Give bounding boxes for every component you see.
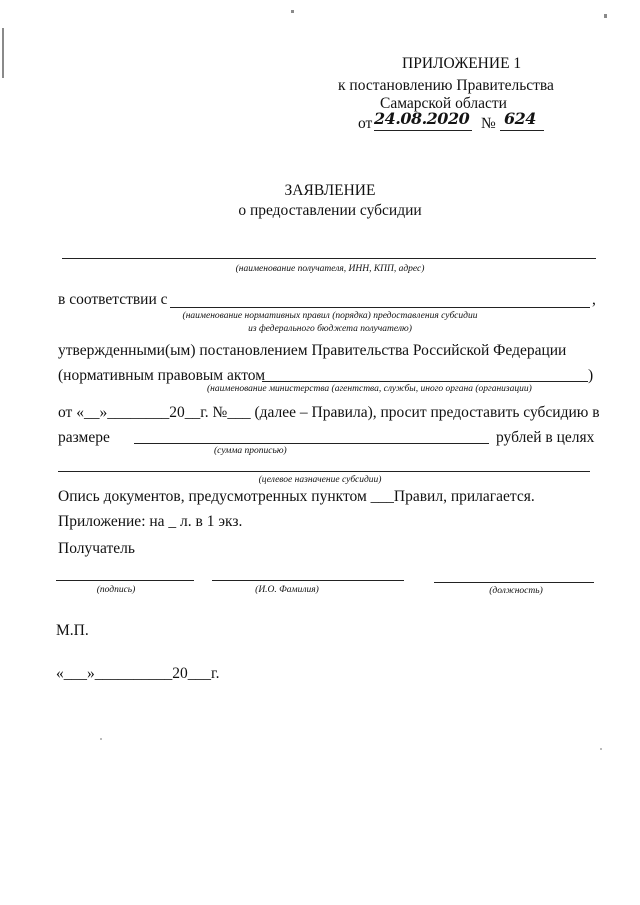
appendix-date-underline — [374, 130, 472, 131]
ministry-caption: (наименование министерства (агентства, службы, иного органа (организации) — [207, 384, 532, 394]
signature-caption: (подпись) — [96, 585, 136, 595]
document-subtitle: о предоставлении субсидии — [238, 202, 422, 219]
accordance-label: в соответствии с — [58, 291, 168, 308]
purpose-field-line — [58, 471, 590, 472]
appendix-region-line: Самарской области — [380, 95, 507, 112]
stamp-label: М.П. — [56, 622, 89, 639]
rules-caption-1: (наименование нормативных правил (порядка) предоставления субсидии — [182, 311, 478, 321]
purpose-caption: (целевое назначение субсидии) — [258, 475, 382, 485]
recipient-field-line — [62, 258, 596, 259]
recipient-label: Получатель — [58, 540, 135, 557]
appendix-date-handwritten: 24.08.2020 — [374, 109, 470, 128]
amount-field-line — [134, 443, 489, 444]
appendix-number-underline — [500, 130, 544, 131]
amount-label: размере — [58, 429, 110, 446]
appendix-number-sign: № — [481, 115, 496, 132]
name-field-line — [212, 580, 404, 581]
appendix-date-prefix: от — [358, 115, 373, 132]
date-rules-line: от «__»________20__г. №___ (далее – Правила), просит предоставить субсидию в — [58, 404, 600, 421]
scan-speck — [600, 748, 602, 750]
rules-caption-2: из федерального бюджета получателю) — [248, 324, 412, 334]
scan-mark-left — [2, 28, 4, 78]
scan-mark-right — [604, 14, 607, 18]
amount-caption: (сумма прописью) — [214, 446, 287, 456]
attachment-line: Приложение: на _ л. в 1 экз. — [58, 513, 243, 530]
signature-field-line — [56, 580, 194, 581]
recipient-caption: (наименование получателя, ИНН, КПП, адрес) — [235, 264, 425, 274]
position-field-line — [434, 582, 594, 583]
name-caption: (И.О. Фамилия) — [255, 585, 319, 595]
scan-mark-top — [291, 10, 294, 13]
accordance-comma: , — [592, 291, 596, 308]
rules-field-line — [170, 307, 590, 308]
act-label: (нормативным правовым актом — [58, 367, 266, 384]
approved-line: утвержденными(ым) постановлением Правительства Российской Федерации — [58, 342, 567, 359]
act-close-paren: ) — [588, 367, 594, 384]
final-date: «___»__________20___г. — [56, 665, 220, 682]
act-field-line — [262, 381, 588, 382]
document-title: ЗАЯВЛЕНИЕ — [284, 182, 376, 199]
appendix-number-handwritten: 624 — [504, 109, 536, 128]
position-caption: (должность) — [489, 586, 543, 596]
amount-suffix: рублей в целях — [496, 429, 595, 446]
documents-line: Опись документов, предусмотренных пунктом ___Правил, прилагается. — [58, 488, 535, 505]
scan-speck — [100, 738, 102, 740]
appendix-resolution-line: к постановлению Правительства — [338, 77, 554, 94]
appendix-title: ПРИЛОЖЕНИЕ 1 — [402, 55, 522, 72]
